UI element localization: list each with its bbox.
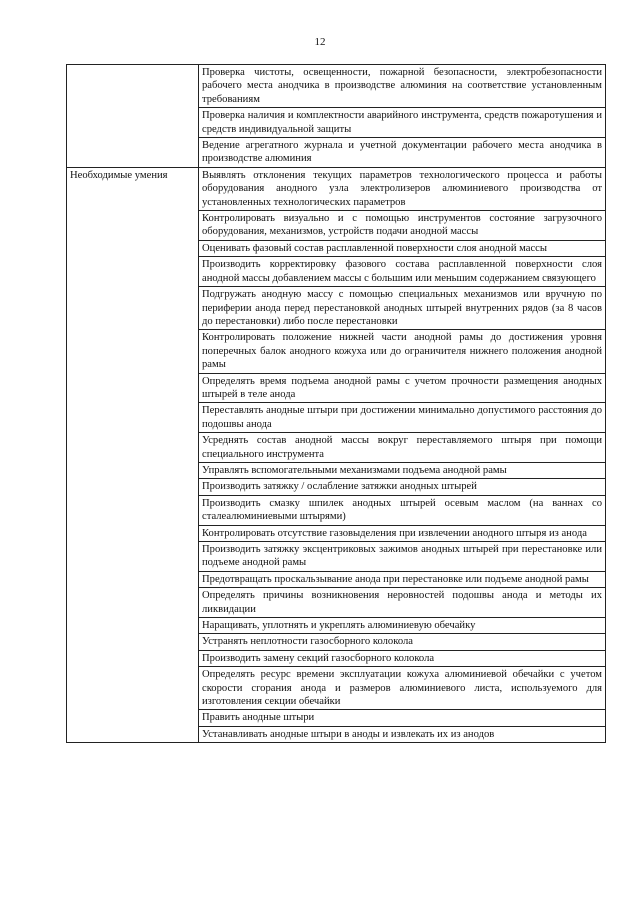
table-cell: Производить замену секций газосборного колокола	[199, 650, 606, 666]
table-cell: Наращивать, уплотнять и укреплять алюминиевую обечайку	[199, 618, 606, 634]
table-cell: Устранять неплотности газосборного колокола	[199, 634, 606, 650]
table-cell: Ведение агрегатного журнала и учетной документации рабочего места анодчика в производстве алюминия	[199, 138, 606, 168]
table-cell: Править анодные штыри	[199, 710, 606, 726]
table-cell: Определять время подъема анодной рамы с учетом прочности размещения анодных штырей в теле анода	[199, 373, 606, 403]
section-label-skills: Необходимые умения	[67, 167, 199, 742]
page-number: 12	[314, 36, 326, 48]
table-cell: Производить корректировку фазового состава расплавленной поверхности слоя анодной массы добавлением массы с большим или меньшим содержанием связующего	[199, 257, 606, 287]
table-cell: Подгружать анодную массу с помощью специальных механизмов или вручную по периферии анода перед перестановкой анодных штырей внутренних рядов (за 8 часов до перестановки) либо после перестановки	[199, 287, 606, 330]
table-cell: Контролировать визуально и с помощью инструментов состояние загрузочного оборудования, механизмов, устройств подачи анодной массы	[199, 211, 606, 241]
table-cell: Переставлять анодные штыри при достижении минимально допустимого расстояния до подошвы анода	[199, 403, 606, 433]
table-cell: Предотвращать проскальзывание анода при перестановке или подъеме анодной рамы	[199, 571, 606, 587]
competency-table	[66, 64, 606, 743]
table-cell: Производить затяжку / ослабление затяжки анодных штырей	[199, 479, 606, 495]
table-cell: Проверка наличия и комплектности аварийного инструмента, средств пожаротушения и средств индивидуальной защиты	[199, 108, 606, 138]
table-cell: Определять ресурс времени эксплуатации кожуха алюминиевой обечайки с учетом скорости сгорания анода и размеров алюминиевого листа, используемого для изготовления секции обечайки	[199, 667, 606, 710]
table-cell: Определять причины возникновения неровностей подошвы анода и методы их ликвидации	[199, 588, 606, 618]
table-cell: Контролировать положение нижней части анодной рамы до достижения уровня поперечных балок анодного кожуха или до ограничителя нижнего положения анодной рамы	[199, 330, 606, 373]
table-cell: Оценивать фазовый состав расплавленной поверхности слоя анодной массы	[199, 240, 606, 256]
table-cell: Проверка чистоты, освещенности, пожарной безопасности, электробезопасности рабочего места анодчика в производстве алюминия на соответствие установленным требованиям	[199, 65, 606, 108]
table-cell: Выявлять отклонения текущих параметров технологического процесса и работы оборудования анодного узла электролизеров алюминиевого производства от установленных технологических параметров	[199, 167, 606, 210]
table-cell: Производить смазку шпилек анодных штырей осевым маслом (на ваннах со сталеалюминиевыми штырями)	[199, 495, 606, 525]
table-cell: Производить затяжку эксцентриковых зажимов анодных штырей при перестановке или подъеме анодной рамы	[199, 542, 606, 572]
table-cell: Контролировать отсутствие газовыделения при извлечении анодного штыря из анода	[199, 525, 606, 541]
table-cell: Управлять вспомогательными механизмами подъема анодной рамы	[199, 462, 606, 478]
section-label-empty	[67, 65, 199, 168]
table-cell: Устанавливать анодные штыри в аноды и извлекать их из анодов	[199, 726, 606, 742]
table-row	[67, 65, 606, 108]
table-cell: Усреднять состав анодной массы вокруг переставляемого штыря при помощи специального инструмента	[199, 433, 606, 463]
table-row	[67, 167, 606, 210]
